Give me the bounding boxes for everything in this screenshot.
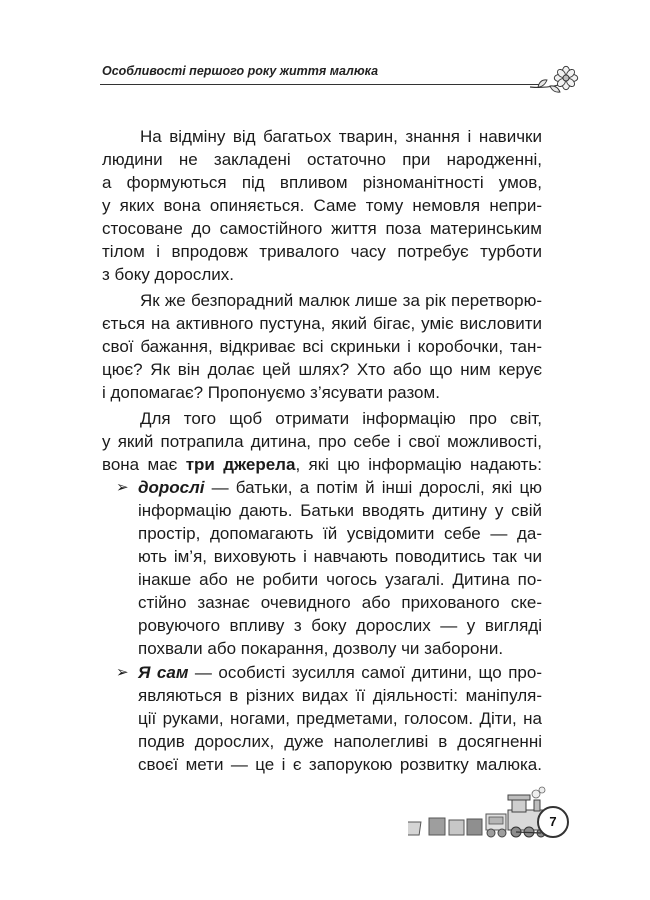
- text-line: Як же безпорадний малюк лише за рік перетворю-: [140, 291, 542, 310]
- text-line: людини не закладені остаточно при народженні,: [102, 150, 542, 169]
- text-line: і допомагає? Пропонуємо з’ясувати разом.: [102, 383, 440, 402]
- bullet-term-myself: Я сам: [138, 663, 189, 682]
- running-header-title: Особливості першого року життя малюка: [102, 64, 379, 78]
- text-run: , які цю інформацію надають:: [295, 455, 543, 474]
- bullet-term-adults: дорослі: [138, 478, 205, 497]
- text-run: — особисті зусилля самої дитини, що про-: [188, 663, 543, 682]
- bullet-line: подив дорослих, дуже наполегливі в досягненні: [138, 732, 542, 751]
- text-line: у який потрапила дитина, про себе і свої можливості,: [102, 432, 542, 451]
- bullet-line: [138, 662, 542, 684]
- bullet-line: інакше або не робити чогось узагалі. Дитина по-: [138, 570, 542, 589]
- text-line-with-emphasis: [102, 454, 542, 476]
- text-line: ється на активного пустуна, який бігає, уміє висловити: [102, 314, 542, 333]
- text-line: На відміну від багатьох тварин, знання і навички: [140, 127, 542, 146]
- text-line: тілом і впродовж тривалого часу потребує турботи: [102, 242, 542, 261]
- text-line: у яких вона опиняється. Саме тому немовля непри-: [102, 196, 542, 215]
- bullet-line: ції руками, ногами, предметами, голосом. Діти, на: [138, 709, 542, 728]
- text-line: стосоване до самостійного життя поза материнським: [102, 219, 542, 238]
- text-line: Для того щоб отримати інформацію про світ,: [140, 409, 542, 428]
- bullet-line: [138, 477, 542, 499]
- bullet-arrow-icon: ➢: [116, 664, 129, 681]
- bullet-line: ровуючого впливу з боку дорослих — у вигляді: [138, 616, 542, 635]
- bullet-line: стійно зазнає очевидного або прихованого ске-: [138, 593, 542, 612]
- bullet-line: ють ім’я, виховують і навчають поводитись так чи: [138, 547, 542, 566]
- bullet-line: своєї мети — це і є запорукою розвитку малюка.: [138, 755, 542, 774]
- text-line: цює? Як він долає цей шлях? Хто або що ним керує: [102, 360, 542, 379]
- text-line: свої бажання, відкриває всі скриньки і коробочки, тан-: [102, 337, 542, 356]
- emphasis-three-sources: три джерела: [185, 455, 296, 474]
- text-line: з боку дорослих.: [102, 265, 234, 284]
- text-run: — батьки, а потім й інші дорослі, які цю: [204, 478, 542, 497]
- bullet-line: інформацію дають. Батьки вводять дитину у свій: [138, 501, 542, 520]
- text-run: вона має: [102, 455, 186, 474]
- bullet-arrow-icon: ➢: [116, 479, 129, 496]
- bullet-line: являються в різних видах її діяльності: маніпуля-: [138, 686, 542, 705]
- bullet-line: простір, допомагають їй усвідомити себе — да-: [138, 524, 542, 543]
- text-line: а формуються під впливом різноманітності умов,: [102, 173, 542, 192]
- page-number: 7: [537, 806, 569, 838]
- bullet-line: похвали або покарання, дозволу чи заборони.: [138, 639, 504, 658]
